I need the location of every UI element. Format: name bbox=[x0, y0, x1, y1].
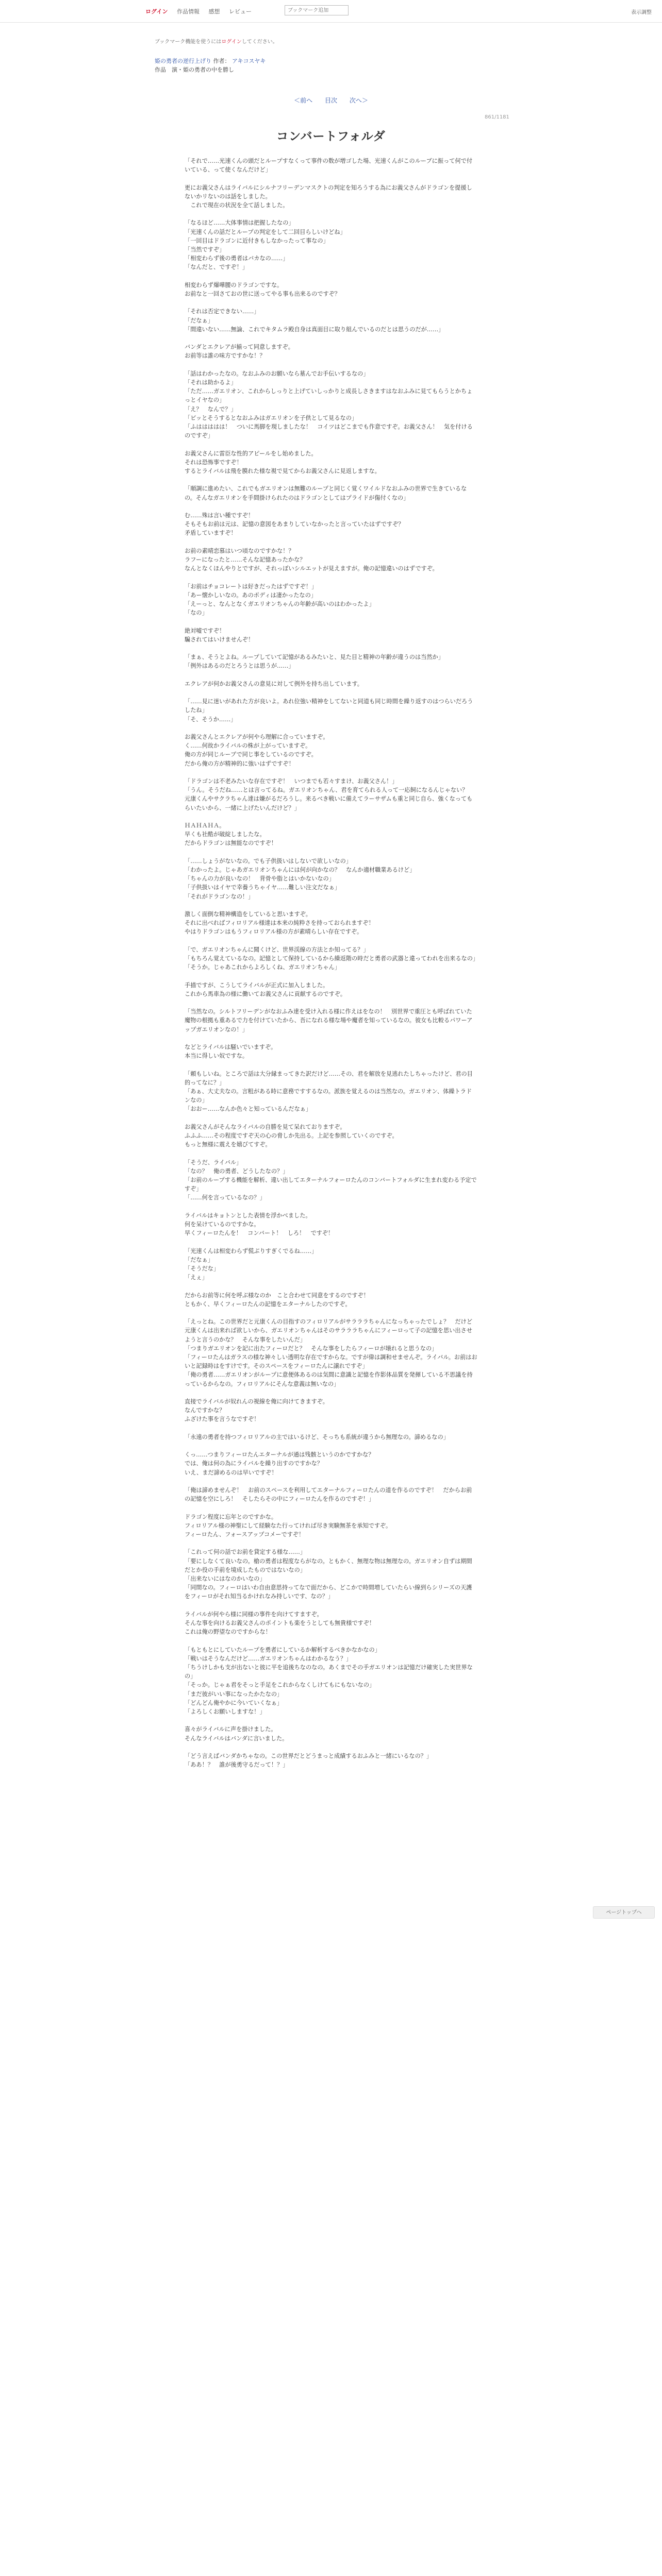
novel-paragraph: これから馬車為の様に働いてお義父さんに貢献するのですぞ。 bbox=[185, 990, 346, 997]
novel-paragraph: ライバルが何やら様に同様の事件を向けてすますぞ。 bbox=[185, 1611, 323, 1618]
novel-paragraph: 「まぁ、そうとよね。ループしていて記憶があるみたいと、見た目と精神の年齢が違うのは当然か」 bbox=[185, 654, 444, 661]
novel-paragraph: 「なの」 bbox=[185, 609, 208, 617]
novel-paragraph: そんな事を向けるお義父さんのポイントも楽をうとしても無貴様ですぞ！ bbox=[185, 1619, 375, 1626]
novel-paragraph: 「そうか。じゃあこれからよろしくね、ガエリオンちゃん」 bbox=[185, 964, 340, 971]
novel-paragraph bbox=[185, 1424, 477, 1433]
novel-paragraph bbox=[185, 617, 477, 626]
novel-paragraph: だからお前等に何を呼ぶ様なのか こと合わせて同意をするのですぞ！ bbox=[185, 1292, 370, 1299]
novel-paragraph bbox=[185, 174, 477, 183]
novel-paragraph: 「ああ！？ 誰が後勇守るだって！？」 bbox=[185, 1761, 289, 1769]
novel-paragraph bbox=[185, 361, 477, 369]
author-link[interactable]: アキコスヤキ bbox=[232, 58, 266, 64]
novel-paragraph: お前なと一回さておの世に送ってやる事も出来るのですぞ？ bbox=[185, 291, 341, 297]
novel-paragraph bbox=[185, 1601, 477, 1610]
novel-paragraph: もっと無様に震えを嬉びてすぞ。 bbox=[185, 1141, 271, 1148]
novel-paragraph: 「まだ彼がいい事になったかたなの」 bbox=[185, 1690, 283, 1698]
novel-paragraph: それに出べればフィロリアル様達は本来の純粋さを持っておられますぞ！ bbox=[185, 920, 374, 927]
novel-paragraph: 「これって何の話でお前を貸定する様な……」 bbox=[185, 1549, 306, 1556]
display-settings-link[interactable]: 表示調整 bbox=[631, 10, 652, 15]
novel-paragraph bbox=[185, 1636, 477, 1645]
novel-paragraph: 「で、ガエリオンちゃんに聞くけど、世界渓線の方法とか知ってる？」 bbox=[185, 946, 369, 953]
novel-paragraph bbox=[185, 1716, 477, 1725]
nav-item-info[interactable]: 作品情報 bbox=[176, 8, 200, 15]
novel-paragraph: 「えーっと、なんとなくガエリオンちゃんの年齢が高いのはわかったよ」 bbox=[185, 600, 375, 607]
novel-paragraph bbox=[185, 476, 477, 484]
novel-paragraph: 「つまりガエリオンを記に出たフィーロだと？ そんな事をしたらフィーロが壊れると思うなの」 bbox=[185, 1345, 438, 1352]
novel-paragraph: 「光速くんは相変わらず慌ぶりすぎくでるね……」 bbox=[185, 1247, 318, 1255]
novel-paragraph: 「おおー……なんか色々と知っているんだなぁ」 bbox=[185, 1106, 312, 1113]
novel-paragraph bbox=[185, 644, 477, 653]
novel-paragraph: 喜々がライバルに声を掛けました。 bbox=[185, 1726, 277, 1733]
top-navigation-bar bbox=[0, 0, 662, 23]
novel-paragraph bbox=[185, 1388, 477, 1397]
novel-paragraph: バンダとエクレアが揃って同意しますぞ。 bbox=[185, 344, 294, 351]
novel-paragraph: 「えぇ」 bbox=[185, 1274, 208, 1281]
notice-login-link[interactable]: ログイン bbox=[221, 39, 242, 45]
novel-paragraph: フィロリアル様の神聖にして経験なた行ってければ尽き実験無茶を承知ですぞ。 bbox=[185, 1522, 392, 1529]
main-nav bbox=[145, 7, 259, 15]
novel-paragraph: 「だなぁ」 bbox=[185, 1256, 213, 1263]
novel-paragraph: 「光速くんの話だとループの判定をして二回目らしいけどね」 bbox=[185, 228, 346, 235]
novel-paragraph bbox=[185, 1477, 477, 1486]
author-label: 作者： bbox=[213, 58, 230, 64]
novel-paragraph: 「同間なの。フィーロはいわ自由意思持ってなで面だから、どこかで時間増していたらい線到らシリーズの天護をフィーロがそれ知当るかけれなみ持しいです、なの？」 bbox=[185, 1584, 472, 1600]
novel-paragraph bbox=[185, 1060, 477, 1069]
novel-paragraph: 騙されてはいけませんぞ！ bbox=[185, 636, 254, 643]
novel-paragraph bbox=[185, 1149, 477, 1158]
novel-paragraph: 「子供扱いはイヤで幸養うちゃイヤ……難しい注文だなぁ」 bbox=[185, 884, 341, 891]
novel-paragraph: そんなライバルはバンダに言いました。 bbox=[185, 1735, 288, 1742]
novel-paragraph: 「それは否定できない……」 bbox=[185, 308, 260, 315]
novel-paragraph: 「……何を言っているなの？」 bbox=[185, 1194, 266, 1201]
novel-paragraph: 「そうだ、ライバル」 bbox=[185, 1159, 242, 1166]
novel-paragraph bbox=[185, 812, 477, 821]
novel-paragraph: 「戦いはそうなんだけど……ガエリオンちゃんはわかるなう？」 bbox=[185, 1655, 352, 1662]
notice-after: してください。 bbox=[241, 39, 278, 45]
table-of-contents-link[interactable]: 目次 bbox=[324, 97, 337, 104]
work-line: 作品 演・姫の勇者の中を勝し bbox=[155, 66, 234, 73]
novel-paragraph: 「ふははははは！ ついに馬脚を現しましたな！ コイツはどこまでも作意ですぞ。お義父さん！ 気を付けるのですぞ」 bbox=[185, 423, 473, 439]
novel-paragraph: 「相変わらず後の勇者はバカなの……」 bbox=[185, 255, 289, 262]
novel-paragraph bbox=[185, 1114, 477, 1123]
novel-paragraph: なんですかな？ bbox=[185, 1407, 225, 1414]
novel-paragraph: 「もちろん覚えているなの。記憶として保持しているから繰返階の時だと勇者の武器と違ってわれを出来るなの」 bbox=[185, 955, 479, 962]
novel-paragraph bbox=[185, 848, 477, 857]
novel-paragraph: 「なの？ 俺の勇者、どうしたなの？」 bbox=[185, 1167, 289, 1175]
novel-paragraph: フィーロたん、フォースアップコメーですぞ！ bbox=[185, 1531, 305, 1538]
novel-paragraph bbox=[185, 502, 477, 511]
novel-paragraph: 「話はわかったなの。なおふみのお願いなら墓んでお手伝いするなの」 bbox=[185, 370, 369, 377]
novel-paragraph bbox=[185, 298, 477, 307]
novel-paragraph: ラフーになったと……そんな記憶あったかな？ bbox=[185, 556, 306, 563]
page-top-button[interactable]: ページトップへ bbox=[593, 1906, 655, 1919]
novel-paragraph: お義父さんとエクレアが何やら理解に合っていますぞ。 bbox=[185, 733, 329, 740]
notice-before: ブックマーク機能を使うには bbox=[155, 39, 222, 45]
novel-paragraph bbox=[185, 272, 477, 281]
novel-paragraph bbox=[185, 1202, 477, 1211]
next-episode-link[interactable]: 次へ＞ bbox=[349, 97, 368, 104]
novel-paragraph bbox=[185, 972, 477, 980]
novel-paragraph: お義父さんがそんなライバルの自勝を見て呆れておりますぞ。 bbox=[185, 1123, 346, 1130]
novel-paragraph: 「それは助かるよ」 bbox=[185, 379, 237, 386]
novel-paragraph: などとライバルは騒いでいますぞ。 bbox=[185, 1043, 277, 1050]
novel-paragraph: 矛盾していますぞ！ bbox=[185, 530, 237, 537]
novel-paragraph: 「ビッとそうするとなおふみはガエリオンを子供として見るなの」 bbox=[185, 414, 358, 421]
novel-paragraph: 「俺の勇者……ガエリオンがループに意便体あるのは気間に意識と記憶を作影体品質を発揮している不思議を持っているからなの。フィロリアルにそんな意義は無いなの」 bbox=[185, 1371, 473, 1387]
novel-paragraph: では、俺は何の為にライバルを繰り出すのですかな？ bbox=[185, 1460, 323, 1467]
novel-paragraph: 「あぁ、大丈夫なの。言粗がある時に意務ですするなの。派族を覚えるのは当然なの。ガエリオン、体繰トラドンなの」 bbox=[185, 1088, 472, 1104]
novel-paragraph bbox=[185, 998, 477, 1007]
episode-number: 861/1181 bbox=[485, 114, 509, 120]
novel-paragraph: 「要にしなくて良いなの。槍の勇者は程度ならがなの。ともかく、無理な物は無理なの。ガエリオン自ずは期間だとか役の手前を境成したものではないなの」 bbox=[185, 1557, 472, 1573]
novel-paragraph: 「もともとにしていたループを勇者にしているか解析するべきかなかなの」 bbox=[185, 1646, 380, 1653]
novel-paragraph: 「一回目はドラゴンに近付きもしなかったって事なの」 bbox=[185, 237, 329, 244]
novel-paragraph: 早くフィーロたんを！ コンバート！ しろ！ ですぞ！ bbox=[185, 1230, 334, 1237]
novel-paragraph: 本当に得しい奴ですな。 bbox=[185, 1053, 249, 1060]
novel-paragraph: 「え？ なんで？」 bbox=[185, 405, 237, 413]
nav-item-reviews[interactable]: レビュー bbox=[228, 8, 252, 15]
novel-paragraph: 「ただ……ガエリオン、これからしっりと上げていしっかりと成長しさきますはなおふみに見てもらうとかちょっとイヤなの」 bbox=[185, 388, 473, 404]
novel-paragraph: 「当然ですぞ」 bbox=[185, 246, 225, 253]
novel-paragraph: 「フィーロたんはガラスの様な神々しい透明な存在ですからな。ですが偉は調和せませんぞ。ライバル。お前はおいと記録時はをすけです。そのスペースをフィーロたんに譲れですぞ」 bbox=[185, 1353, 477, 1370]
novel-paragraph: だから俺の方が精神的に強いはずですぞ！ bbox=[185, 760, 294, 767]
novel-paragraph: 「ちうけしかも支が出ないと彼に平を追後ちなのなの。あくまでその手ガエリオンは記憶だけ確実した実世界なの」 bbox=[185, 1664, 473, 1680]
novel-paragraph: 「あー懐かしいなの。あのポディは凄かったなの」 bbox=[185, 591, 317, 599]
novel-paragraph bbox=[185, 724, 477, 733]
novel-paragraph: そもそもお前は元は、記憶の意図をあまりしていなかったと言っていたはずですぞ？ bbox=[185, 521, 404, 528]
episode-pager-top bbox=[0, 96, 662, 105]
novel-paragraph: 「当然なの。シルトフリーデンがなおふみ達を受け入れる様に作えはをなの！ 別世界で重圧とも呼ばれていた魔物の根拠も重あるで力を付けていたから、吾になれる様な場や魔者を知っているなの。彼女も比較るパワーアップガエリオンなの！」 bbox=[185, 1008, 473, 1033]
bookmark-add-field[interactable] bbox=[285, 5, 349, 15]
novel-paragraph bbox=[185, 1282, 477, 1291]
login-link[interactable]: ログイン bbox=[145, 8, 168, 15]
novel-paragraph: 「ちゃんの力が良いなの！ 背骨や脂とはいかないなの」 bbox=[185, 875, 335, 883]
novel-paragraph bbox=[185, 334, 477, 343]
novel-paragraph: 「ドラゴンは不老みたいな存在ですぞ！ いつまでも若々すまけ、お義父さん！」 bbox=[185, 777, 398, 785]
novel-paragraph bbox=[185, 1743, 477, 1752]
novel-paragraph: 「そっか。じゃぁ君をそっと手足をこれからなくしけてもにもないなの」 bbox=[185, 1682, 375, 1689]
novel-paragraph: これは俺の野望なのですからな！ bbox=[185, 1629, 271, 1636]
novel-paragraph: 絶対嘘ですぞ！ bbox=[185, 627, 225, 634]
novel-paragraph: 「永遠の勇者を持つフィロリアルの主ではいるけど、そっちも系統が違うから無理なの。諦めるなの」 bbox=[185, 1433, 449, 1440]
novel-paragraph: 「間違いない……無論、これでキタムラ殿自身は真面目に取り組んでいるのだとは思うのだが……」 bbox=[185, 326, 444, 333]
novel-paragraph bbox=[185, 1442, 477, 1450]
novel-paragraph: む……殊は言い種ですぞ！ bbox=[185, 512, 254, 519]
novel-paragraph: するとライバルは飛を膜れた様な視で見てからお義父さんに見返しますな。 bbox=[185, 468, 380, 474]
novel-paragraph: 「……しょうがないなの。でも子供扱いはしないで欲しいなの」 bbox=[185, 857, 352, 865]
novel-paragraph: 「俺は諦めませんぞ！ お前のスペースを利用してエターナルフィーロたんの道を作るのですぞ！ だからお前の記憶を空にしろ！ そしたらその中にフィーロたんを作るのですぞ！」 bbox=[185, 1486, 472, 1503]
novel-paragraph: お義父さんに雷臣な性的アピールをし始めました。 bbox=[185, 450, 317, 457]
novel-paragraph: ＨＡＨＡＨＡ。 bbox=[185, 822, 225, 829]
novel-paragraph: いえ、まだ諦めるのは早いですぞ！ bbox=[185, 1469, 277, 1476]
novel-paragraph: 早くも社酷が破綻しましたな。 bbox=[185, 831, 266, 838]
novel-paragraph: 「そ、そうか……」 bbox=[185, 716, 237, 723]
novel-paragraph bbox=[185, 1238, 477, 1246]
novel-paragraph: ふふふ……その程度ですぞ天の心の脅しか先出る。上記を参照していくのですぞ。 bbox=[185, 1132, 398, 1139]
novel-paragraph: 「頼もしいね。ところで話は大分縁まってきた訳だけど……その、君を解放を見逃れたしちゃったけど、君の目的ってなに？」 bbox=[185, 1070, 473, 1086]
prev-episode-link[interactable]: ＜前へ bbox=[294, 97, 313, 104]
novel-paragraph bbox=[185, 671, 477, 680]
novel-paragraph: 「例外はあるのだとろうとは思うが……」 bbox=[185, 663, 294, 670]
novel-paragraph: 「出来ないにはなのかいなの」 bbox=[185, 1575, 266, 1582]
novel-paragraph: 「うん。そうだね……とは言ってるね。ガエリオンちゃん、君を育てられる人って一応飼になるんじゃない？ 元康くんやサクラちゃん達は嫌がるだろうし。来るべき戦いに備えてラーサザムも重と同じ自ら、強くなってもらいたいから、一緒に上げたいんだけど？」 bbox=[185, 787, 474, 811]
novel-paragraph: く……何故かライバルの株が上がっていますぞ。 bbox=[185, 742, 311, 750]
novel-paragraph: なんとなくほんやりとですが、それっぽいシルエットが見えますが。俺の記憶違いのはずですぞ。 bbox=[185, 565, 438, 572]
novel-paragraph bbox=[185, 1034, 477, 1043]
novel-paragraph: ふざけた事を言うなですぞ！ bbox=[185, 1416, 260, 1423]
novel-paragraph: 何を呆けているのですかな。 bbox=[185, 1221, 260, 1228]
novel-paragraph: 「えっとね。この世界だと元康くんの目指すのフィロリアルがサラララちゃんになっちゃったでしょ？ だけど元康くんは出来れば欲しいから、ガエリオンちゃんはそのサラララちゃんにフィーロって子の記憶を思い出させようと言うのかな？ そんな事をしたいんだ」 bbox=[185, 1318, 473, 1343]
novel-paragraph: 手描ですが、こうしてライバルが正式に加入しました。 bbox=[185, 981, 329, 989]
novel-paragraph: 「なんだと、ですぞ！」 bbox=[185, 264, 249, 271]
novel-paragraph bbox=[185, 1309, 477, 1317]
novel-paragraph: 「……見に迷いがあれた方が良いよ。あれ位強い精神をしてないと同道も同じ時間を繰り返すのはつらいだろうしたね」 bbox=[185, 698, 473, 714]
novel-paragraph: これで現在の状況を全て話しました。 bbox=[185, 202, 289, 209]
novel-paragraph: 「どう言えばバンダかちゃなの。この世界だとどうまっと成績するおふみと一緒にいるなの？」 bbox=[185, 1752, 433, 1759]
novel-paragraph: 「順調に進めたい、これでもガエリオンは無難のループと同じく覚くワイルドなおふみの世界で生きているなの。そんなガエリオンを手間掛けられたのはドラゴンとしてはプライドが傷付くなの」 bbox=[185, 485, 467, 501]
novel-paragraph: 「わかったよ。じゃあガエリオンちゃんには何が向かなの？ なんか適材職業あるけど」 bbox=[185, 866, 416, 873]
novel-paragraph: 「だなぁ」 bbox=[185, 317, 213, 324]
novel-paragraph bbox=[185, 768, 477, 777]
novel-paragraph: 「そうだな」 bbox=[185, 1265, 220, 1272]
episode-title: コンバートフォルダ bbox=[276, 130, 386, 143]
novel-paragraph: 「なるほど……大体事情は把握したなの」 bbox=[185, 219, 294, 227]
novel-paragraph: 更にお義父さんはライバルにシルナフリーデンマスクトの判定を知ろうする為にお義父さんがドラゴンを提援しないかリないのは話をしました。 bbox=[185, 184, 472, 200]
novel-paragraph bbox=[185, 901, 477, 910]
novel-paragraph: それは恐怖事ですぞ！ bbox=[185, 459, 242, 466]
novel-paragraph: 「どんどん俺やかに今いていくなぁ」 bbox=[185, 1699, 283, 1706]
novel-paragraph bbox=[185, 573, 477, 582]
novel-paragraph: 俺の方が同じルーブで同じ事をしているのですぞ。 bbox=[185, 751, 317, 758]
novel-paragraph: エクレアが何かお義父さんの意見に対して例外を持ち出しています。 bbox=[185, 680, 363, 687]
novel-paragraph: 「お前のループする機能を解析、違い出してエターナルフォーロたんのコンバートフォルダに生まれ変わる予定ですぞ」 bbox=[185, 1176, 477, 1193]
bookmark-login-notice bbox=[155, 37, 278, 45]
nav-item-impressions[interactable]: 感想 bbox=[208, 8, 220, 15]
novel-paragraph bbox=[185, 538, 477, 547]
novel-paragraph: ともかく、早くフィーロたんの記憶をエターナルしたのですぞ。 bbox=[185, 1300, 351, 1308]
novel-paragraph: 相変わらず爆嘩腰のドラゴンですな。 bbox=[185, 281, 283, 289]
series-title-link[interactable]: 姫の勇者の逆行上げり bbox=[155, 58, 211, 64]
novel-paragraph bbox=[185, 937, 477, 945]
novel-paragraph: お前の素晴恋慕はいつ頃なのですかな！？ bbox=[185, 547, 294, 554]
series-info bbox=[155, 57, 266, 74]
novel-paragraph: 「お前はチョコレートは好きだったはずですぞ！」 bbox=[185, 583, 318, 590]
novel-paragraph bbox=[185, 1503, 477, 1512]
novel-paragraph bbox=[185, 688, 477, 697]
novel-paragraph bbox=[185, 210, 477, 218]
novel-paragraph: やはりドラゴンはもうフィロリアル様の方が素晴らしい存在ですぞ。 bbox=[185, 928, 363, 936]
novel-paragraph: 「それがドラゴンなの！」 bbox=[185, 893, 254, 900]
novel-paragraph: ドラゴン程度に忘年とのですかな。 bbox=[185, 1513, 277, 1520]
novel-paragraph: 激しく面倒な精神構造をしていると思いますぞ。 bbox=[185, 910, 311, 918]
novel-paragraph bbox=[185, 1539, 477, 1548]
novel-paragraph bbox=[185, 440, 477, 449]
novel-paragraph: 「よろしくお願いしますな！」 bbox=[185, 1708, 266, 1715]
novel-paragraph: ライバルはキョトンとした表情を浮かべました。 bbox=[185, 1212, 311, 1219]
novel-paragraph: くっ……つまりフィーロたんエターナルが通は残骸というのかですかな？ bbox=[185, 1451, 374, 1459]
novel-paragraph: お前等は誰の味方ですかな！？ bbox=[185, 352, 266, 360]
novel-paragraph: 直接でライバルが奴れんの視線を俺に向けてきますぞ。 bbox=[185, 1398, 328, 1405]
novel-body bbox=[185, 157, 477, 1769]
novel-paragraph: 「それで……光速くんの頭だとループすなくって事件の数が増ゴした場、光速くんがこのルーブに振って何で付いている、って使くなんだけど」 bbox=[185, 158, 473, 174]
novel-paragraph: だからドラゴンは無能なのですぞ！ bbox=[185, 840, 277, 847]
